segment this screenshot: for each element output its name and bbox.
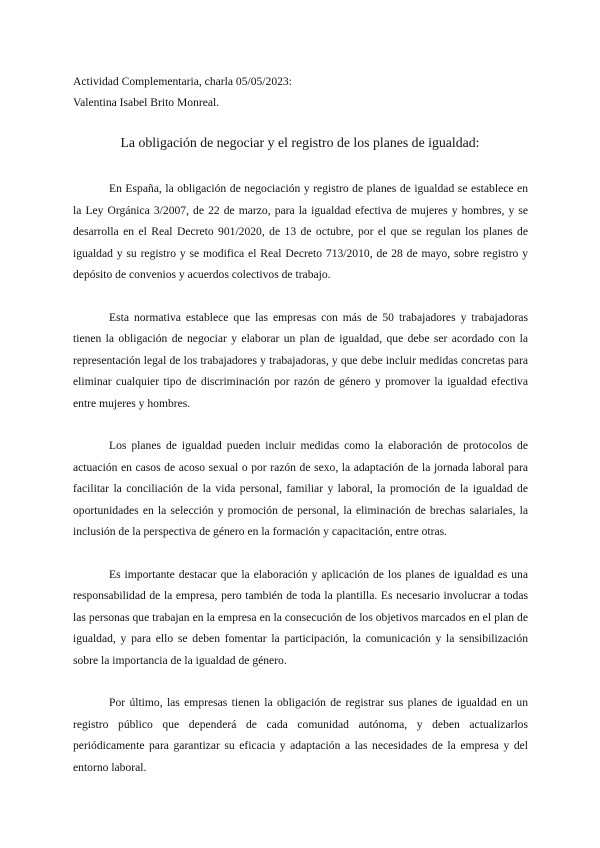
paragraph-2: Esta normativa establece que las empresas con más de 50 trabajadores y trabajadoras tienen la obligación de negociar y elaborar un plan de igualdad, que debe ser acordado con la representación legal de los trabajadores y trabajadoras, y que debe incluir medidas concretas para eliminar cualquier tipo de discriminación por razón de género y promover la igualdad efectiva entre mujeres y hombres. [73, 310, 528, 410]
document-header [73, 71, 533, 113]
document-body [73, 178, 528, 799]
paragraph-1: En España, la obligación de negociación y registro de planes de igualdad se establece en la Ley Orgánica 3/2007, de 22 de marzo, para la igualdad efectiva de mujeres y hombres, y se desarrolla en el Real Decreto 901/2020, de 13 de octubre, por el que se regulan los planes de igualdad y su registro y se modifica el Real Decreto 713/2010, de 28 de mayo, sobre registro y depósito de convenios y acuerdos colectivos de trabajo. [73, 182, 528, 281]
paragraph-5: Por último, las empresas tienen la obligación de registrar sus planes de igualdad en un registro público que dependerá de cada comunidad autónoma, y deben actualizarlos periódicamente para garantizar su eficacia y adaptación a las necesidades de la empresa y del entorno laboral. [73, 696, 528, 774]
paragraph-4: Es importante destacar que la elaboración y aplicación de los planes de igualdad es una responsabilidad de la empresa, pero también de toda la plantilla. Es necesario involucrar a todas las personas que trabajan en la empresa en la consecución de los objetivos marcados en el plan de igualdad, y para ello se deben fomentar la participación, la comunicación y la sensibilización sobre la importancia de la igualdad de género. [73, 567, 528, 667]
author-name: Valentina Isabel Brito Monreal. [73, 96, 220, 109]
activity-line: Actividad Complementaria, charla 05/05/2023: [73, 75, 292, 88]
paragraph-3: Los planes de igualdad pueden incluir medidas como la elaboración de protocolos de actuación en casos de acoso sexual o por razón de sexo, la adaptación de la jornada laboral para facilitar la conciliación de la vida personal, familiar y laboral, la promoción de la igualdad de oportunidades en la selección y promoción de personal, la eliminación de brechas salariales, la inclusión de la perspectiva de género en la formación y capacitación, entre otras. [73, 439, 528, 538]
document-title: La obligación de negociar y el registro de los planes de igualdad: [120, 135, 480, 150]
